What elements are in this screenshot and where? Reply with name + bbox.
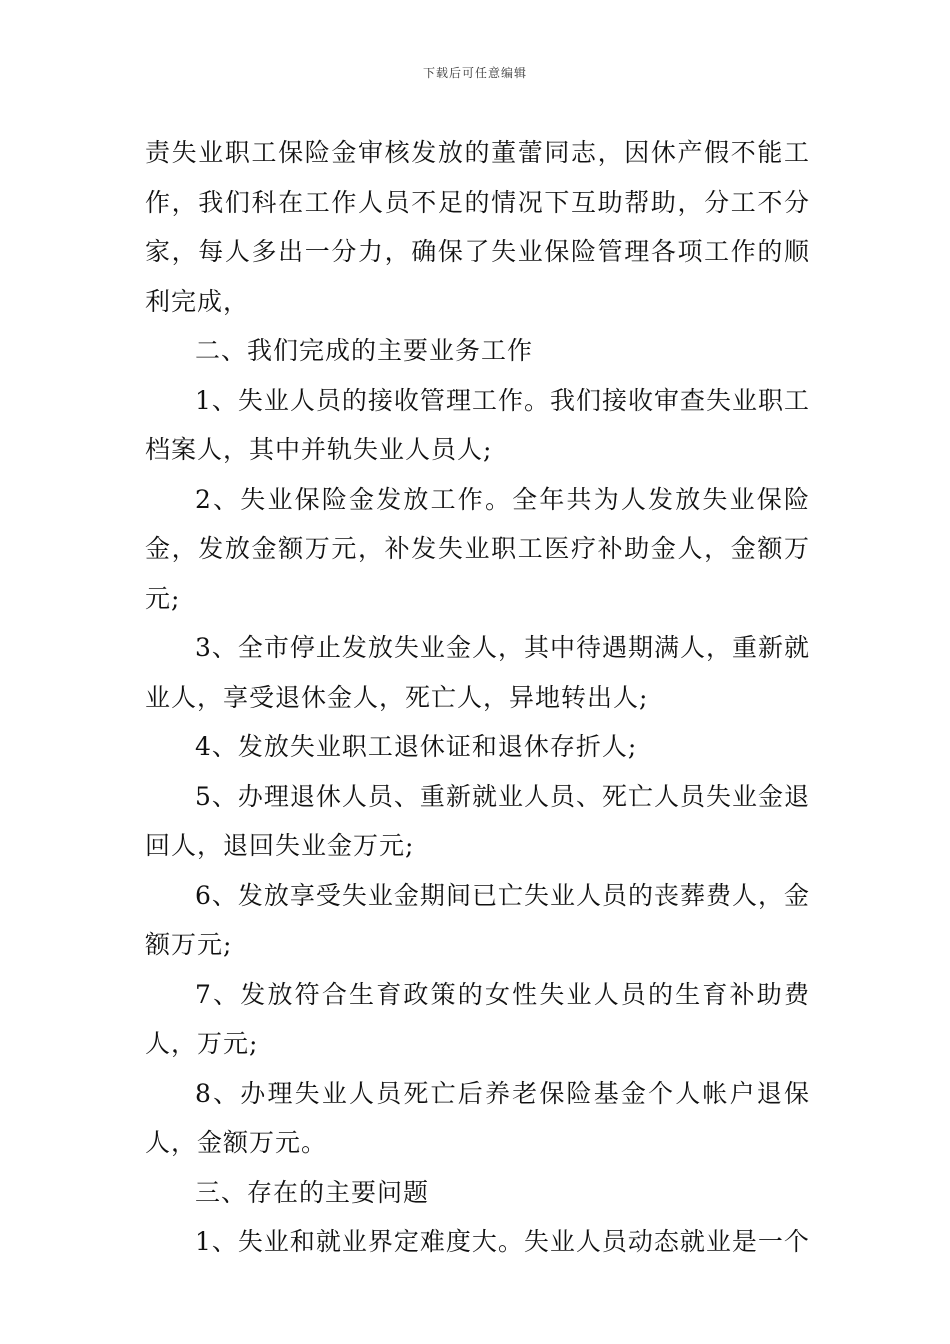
paragraph-continuation: 责失业职工保险金审核发放的董蕾同志，因休产假不能工作，我们科在工作人员不足的情况下互助帮助，分工不分家，每人多出一分力，确保了失业保险管理各项工作的顺利完成， (145, 138, 810, 316)
list-item-5: 5、办理退休人员、重新就业人员、死亡人员失业金退回人，退回失业金万元; (145, 781, 810, 860)
section-heading-2: 二、我们完成的主要业务工作 (195, 336, 534, 365)
document-body (145, 128, 810, 1267)
list-item-3: 3、全市停止发放失业金人，其中待遇期满人，重新就业人，享受退休金人，死亡人，异地转出人; (145, 633, 810, 712)
page-header: 下载后可任意编辑 (422, 66, 527, 80)
problem-item-1: 1、失业和就业界定难度大。失业人员动态就业是一个 (195, 1227, 810, 1256)
section-heading-3: 三、存在的主要问题 (195, 1177, 430, 1207)
list-item-8: 8、办理失业人员死亡后养老保险基金个人帐户退保人，金额万元。 (145, 1078, 810, 1157)
list-item-2: 2、失业保险金发放工作。全年共为人发放失业保险金，发放金额万元，补发失业职工医疗补助金人，金额万元; (145, 484, 810, 613)
list-item-1: 1、失业人员的接收管理工作。我们接收审查失业职工档案人，其中并轨失业人员人; (145, 385, 810, 464)
list-item-7: 7、发放符合生育政策的女性失业人员的生育补助费人，万元; (145, 979, 810, 1058)
list-item-6: 6、发放享受失业金期间已亡失业人员的丧葬费人，金额万元; (145, 880, 810, 959)
list-item-4: 4、发放失业职工退休证和退休存折人; (195, 732, 638, 761)
